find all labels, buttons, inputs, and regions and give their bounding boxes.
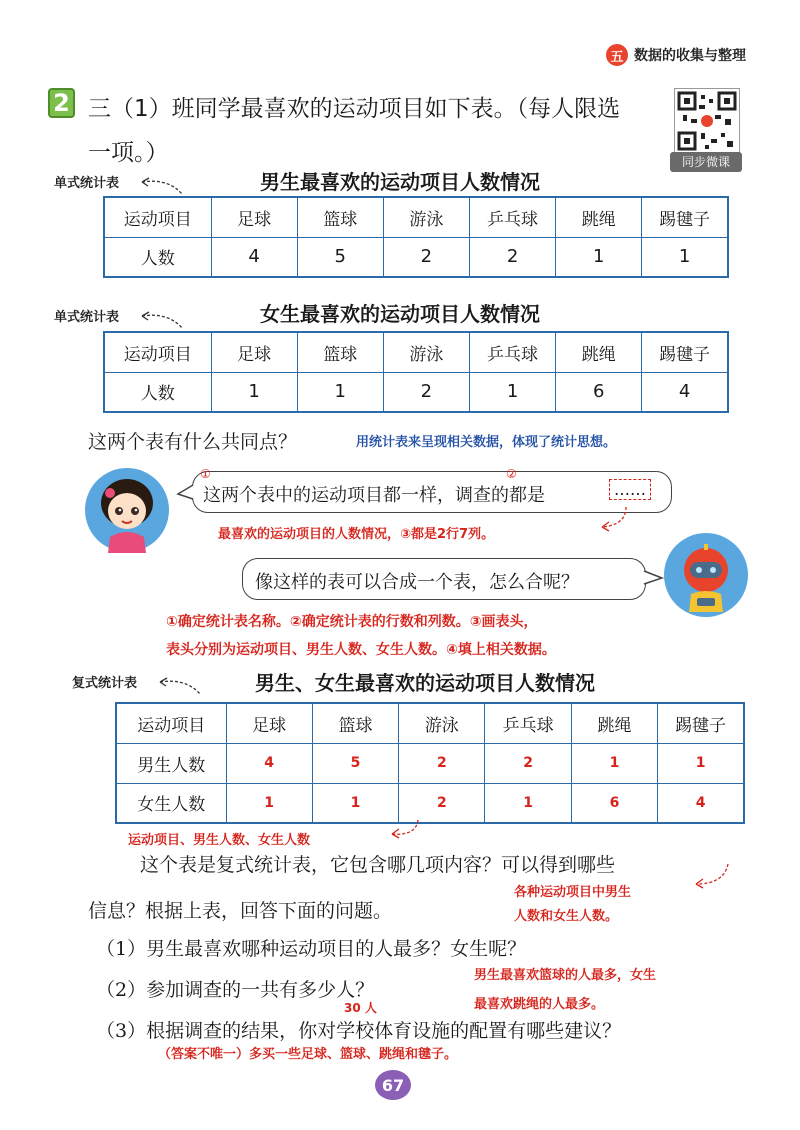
table-cell: 1 [658, 743, 744, 783]
table-header-cell: 运动项目 [104, 332, 211, 372]
girl-answer: 最喜欢的运动项目的人数情况，③都是2行7列。 [218, 527, 495, 542]
question-intro-line2: 一项。） [88, 140, 169, 166]
table-cell: 1 [312, 783, 398, 823]
q1-answer-line-2: 最喜欢跳绳的人最多。 [474, 997, 605, 1012]
table-header-cell: 跳绳 [571, 703, 657, 743]
girls-table [103, 331, 729, 413]
table-cell: 4 [642, 372, 728, 412]
table-row-label: 人数 [104, 372, 211, 412]
single-table-label-1: 单式统计表 [54, 176, 120, 191]
chapter-badge: 五 [606, 44, 628, 66]
question-number: 2 [48, 88, 75, 118]
table-header-cell: 踢毽子 [642, 332, 728, 372]
common-question: 这两个表有什么共同点？ [88, 431, 298, 453]
table-header-cell: 踢毽子 [642, 197, 728, 237]
table-header-cell: 游泳 [399, 703, 485, 743]
compound-table-label: 复式统计表 [72, 676, 138, 691]
table-cell: 5 [297, 237, 383, 277]
qr-label: 同步微课 [670, 152, 742, 172]
steps-line-1: ①确定统计表名称。②确定统计表的行数和列数。③画表头， [166, 614, 538, 630]
table-header-cell: 运动项目 [104, 197, 211, 237]
table-header-cell: 跳绳 [556, 197, 642, 237]
table-header-cell: 篮球 [297, 197, 383, 237]
combined-table [115, 702, 745, 824]
table-cell: 1 [211, 372, 297, 412]
table-header-cell: 游泳 [383, 332, 469, 372]
table-cell: 4 [226, 743, 312, 783]
steps-line-2: 表头分别为运动项目、男生人数、女生人数。④填上相关数据。 [166, 642, 556, 658]
boys-table [103, 196, 729, 278]
paragraph-line-2: 信息？根据上表，回答下面的问题。 [88, 900, 393, 922]
table-cell: 2 [383, 372, 469, 412]
table-row-label: 女生人数 [116, 783, 226, 823]
q1-answer-line-1: 男生最喜欢篮球的人最多，女生 [474, 968, 657, 983]
common-answer: 用统计表来呈现相关数据，体现了统计思想。 [356, 435, 617, 450]
robot-bubble-text: 像这样的表可以合成一个表，怎么合呢？ [255, 572, 579, 593]
bubble-tail [176, 482, 196, 502]
single-table-label-2: 单式统计表 [54, 310, 120, 325]
table-row-label: 人数 [104, 237, 211, 277]
table-cell: 4 [211, 237, 297, 277]
info-answer-line-1: 各种运动项目中男生 [514, 885, 632, 900]
question-intro-line1: 三（1）班同学最喜欢的运动项目如下表。（每人限选 [88, 96, 621, 122]
table-header-cell: 乒乓球 [469, 332, 555, 372]
table-cell: 2 [399, 743, 485, 783]
table-cell: 1 [485, 783, 571, 823]
table-header-cell: 足球 [211, 197, 297, 237]
question-3: （3）根据调查的结果，你对学校体育设施的配置有哪些建议？ [96, 1020, 622, 1042]
arrow-icon [690, 862, 734, 892]
table-header-cell: 游泳 [383, 197, 469, 237]
table-header-cell: 运动项目 [116, 703, 226, 743]
robot-speech-bubble [242, 558, 646, 600]
question-1: （1）男生最喜欢哪种运动项目的人最多？女生呢？ [96, 938, 527, 960]
q2-answer: 30 人 [344, 1001, 377, 1015]
table-header-cell: 跳绳 [556, 332, 642, 372]
table-header-cell: 乒乓球 [469, 197, 555, 237]
table-cell: 6 [571, 783, 657, 823]
table-cell: 2 [469, 237, 555, 277]
table-cell: 1 [556, 237, 642, 277]
table-cell: 4 [658, 783, 744, 823]
girls-table-title: 女生最喜欢的运动项目人数情况 [260, 302, 540, 326]
page-number: 67 [375, 1070, 411, 1100]
question-2: （2）参加调查的一共有多少人？ [96, 979, 375, 1001]
girl-avatar [84, 467, 170, 553]
info-answer-line-2: 人数和女生人数。 [514, 909, 619, 924]
table-cell: 2 [399, 783, 485, 823]
table-header-cell: 足球 [211, 332, 297, 372]
girl-bubble-text: 这两个表中的运动项目都一样，调查的都是 [203, 485, 545, 506]
q3-answer: （答案不唯一）多买一些足球、篮球、跳绳和毽子。 [158, 1047, 458, 1062]
combined-items-answer: 运动项目、男生人数、女生人数 [128, 833, 311, 848]
robot-avatar [663, 532, 749, 618]
bubble-tail [641, 568, 665, 588]
table-header-cell: 足球 [226, 703, 312, 743]
table-cell: 2 [383, 237, 469, 277]
table-cell: 1 [297, 372, 383, 412]
paragraph-line-1: 这个表是复式统计表，它包含哪几项内容？可以得到哪些 [140, 854, 616, 876]
mark-2: ② [506, 467, 517, 481]
combined-table-title: 男生、女生最喜欢的运动项目人数情况 [255, 671, 595, 695]
table-header-cell: 乒乓球 [485, 703, 571, 743]
chapter-title: 数据的收集与整理 [634, 48, 746, 64]
dotted-blank: …… [609, 479, 651, 500]
mark-1: ① [200, 467, 211, 481]
table-header-cell: 篮球 [297, 332, 383, 372]
table-cell: 5 [312, 743, 398, 783]
table-row-label: 男生人数 [116, 743, 226, 783]
arrow-icon [596, 505, 636, 535]
qr-code-icon[interactable] [674, 88, 740, 154]
table-cell: 1 [642, 237, 728, 277]
table-cell: 6 [556, 372, 642, 412]
table-cell: 2 [485, 743, 571, 783]
table-header-cell: 踢毽子 [658, 703, 744, 743]
table-header-cell: 篮球 [312, 703, 398, 743]
table-cell: 1 [226, 783, 312, 823]
table-cell: 1 [469, 372, 555, 412]
arrow-icon [386, 818, 426, 842]
boys-table-title: 男生最喜欢的运动项目人数情况 [260, 170, 540, 194]
table-cell: 1 [571, 743, 657, 783]
